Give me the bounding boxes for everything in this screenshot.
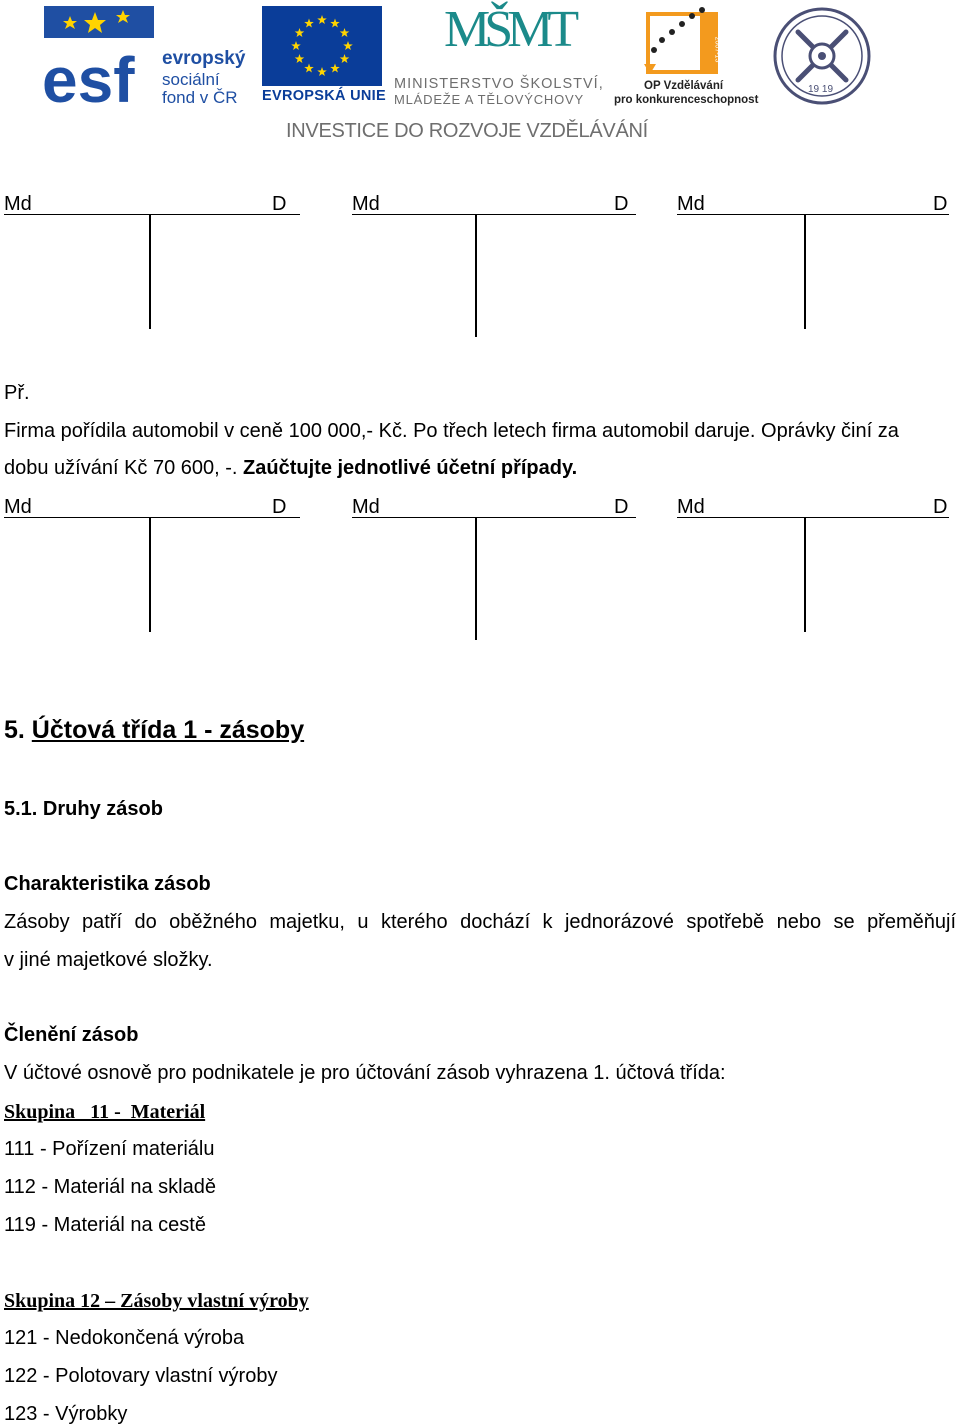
- t-account-top-line: [677, 214, 949, 215]
- esf-mark: [40, 6, 158, 104]
- t-account-top-line: [352, 517, 636, 518]
- example-line-2-plain: dobu užívání Kč 70 600, -.: [4, 457, 244, 479]
- op-logo: [612, 4, 759, 108]
- group-1-title: Skupina 11 - Materiál: [4, 1101, 206, 1123]
- t-account-divider: [149, 215, 151, 329]
- division-heading: Členění zásob: [4, 1024, 139, 1046]
- characteristics-line-2: v jiné majetkové složky.: [4, 949, 213, 971]
- division-text: V účtové osnově pro podnikatele je pro účtování zásob vyhrazena 1. účtová třída:: [4, 1062, 726, 1084]
- eu-label: EVROPSKÁ UNIE: [262, 88, 386, 104]
- list-item: 122 - Polotovary vlastní výroby: [4, 1365, 278, 1387]
- op-years: 2007-13: [713, 36, 721, 63]
- debit-label: Md: [677, 496, 705, 518]
- section-heading: [4, 715, 304, 745]
- example-label: Př.: [4, 382, 30, 404]
- t-account-divider: [475, 215, 477, 337]
- t-accounts-top: [0, 190, 960, 340]
- example-line-1: Firma pořídila automobil v ceně 100 000,- Kč. Po třech letech firma automobil daruje. Oprávky činí za: [4, 420, 899, 442]
- t-account-top-line: [352, 214, 636, 215]
- t-account-divider: [149, 518, 151, 632]
- characteristics-line-1: Zásoby patří do oběžného majetku, u kterého dochází k jednorázové spotřebě nebo se přeměňují: [4, 911, 956, 933]
- subsection-heading: 5.1. Druhy zásob: [4, 798, 163, 820]
- credit-label: D: [614, 496, 629, 518]
- credit-label: D: [272, 496, 287, 518]
- debit-label: Md: [4, 496, 32, 518]
- characteristics-heading: Charakteristika zásob: [4, 873, 211, 895]
- credit-label: D: [614, 193, 629, 215]
- debit-label: Md: [677, 193, 705, 215]
- school-emblem: [772, 6, 872, 106]
- section-title: Účtová třída 1 - zásoby: [31, 716, 305, 744]
- op-line2: pro konkurenceschopnost: [614, 94, 759, 106]
- debit-label: Md: [352, 193, 380, 215]
- esf-line1: evropský: [162, 48, 246, 69]
- list-item: 111 - Pořízení materiálu: [4, 1138, 215, 1160]
- esf-line3: fond v ČR: [162, 88, 238, 107]
- op-line1: OP Vzdělávání: [644, 80, 724, 92]
- list-item: 119 - Materiál na cestě: [4, 1214, 206, 1236]
- list-item: 123 - Výrobky: [4, 1403, 128, 1425]
- eu-logo: [262, 6, 384, 108]
- example-line-2: [4, 456, 577, 480]
- tagline: INVESTICE DO ROZVOJE VZDĚLÁVÁNÍ: [286, 120, 648, 142]
- credit-label: D: [933, 193, 948, 215]
- group-2-title: Skupina 12 – Zásoby vlastní výroby: [4, 1290, 309, 1312]
- t-account-top-line: [4, 517, 300, 518]
- t-account-divider: [804, 215, 806, 329]
- emblem-year: 19 19: [808, 84, 834, 95]
- debit-label: Md: [4, 193, 32, 215]
- t-account-top-line: [677, 517, 949, 518]
- example-task: Zaúčtujte jednotlivé účetní případy.: [243, 457, 578, 479]
- credit-label: D: [272, 193, 287, 215]
- esf-logo: [40, 6, 255, 106]
- credit-label: D: [933, 496, 948, 518]
- header-logos: [0, 0, 960, 150]
- section-number: 5.: [4, 716, 32, 744]
- msmt-line2: MLÁDEŽE A TĚLOVÝCHOVY: [394, 92, 584, 107]
- list-item: 112 - Materiál na skladě: [4, 1176, 216, 1198]
- msmt-mark: MŠMT: [444, 1, 574, 58]
- svg-text:esf: esf: [42, 44, 135, 104]
- t-account-divider: [475, 518, 477, 640]
- msmt-logo: [392, 1, 607, 108]
- msmt-line1: MINISTERSTVO ŠKOLSTVÍ,: [394, 76, 604, 92]
- t-account-top-line: [4, 214, 300, 215]
- esf-line2: sociální: [162, 70, 220, 89]
- t-account-divider: [804, 518, 806, 632]
- debit-label: Md: [352, 496, 380, 518]
- t-accounts-bottom: [0, 493, 960, 643]
- eu-flag-icon: [262, 6, 382, 86]
- list-item: 121 - Nedokončená výroba: [4, 1327, 245, 1349]
